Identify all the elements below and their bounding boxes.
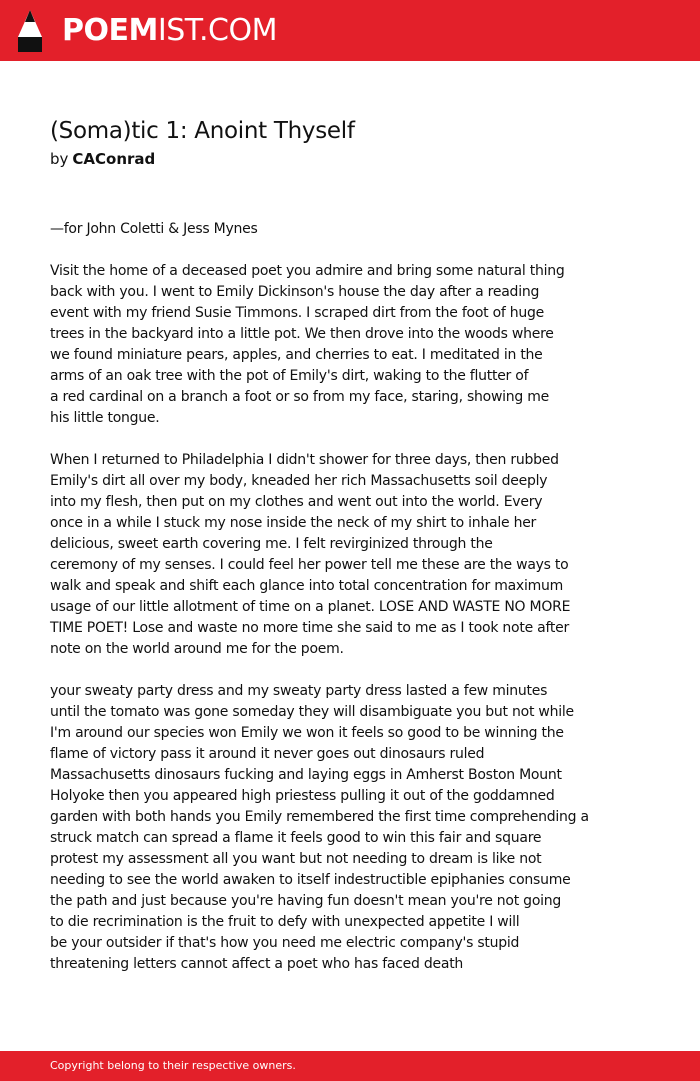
poem-line: trees in the backyard into a little pot. We then drove into the woods where xyxy=(50,326,554,342)
poem-line: Massachusetts dinosaurs fucking and laying eggs in Amherst Boston Mount xyxy=(50,767,562,783)
site-logo[interactable] xyxy=(62,11,277,51)
poem-line: once in a while I stuck my nose inside the neck of my shirt to inhale her xyxy=(50,515,537,531)
poem-line: we found miniature pears, apples, and cherries to eat. I meditated in the xyxy=(50,347,543,363)
poem-line: flame of victory pass it around it never goes out dinosaurs ruled xyxy=(50,746,485,762)
poem-line: Holyoke then you appeared high priestess pulling it out of the goddamned xyxy=(50,788,555,804)
poem-line: Visit the home of a deceased poet you admire and bring some natural thing xyxy=(50,263,565,279)
poem-title: (Soma)tic 1: Anoint Thyself xyxy=(50,118,355,144)
poem-line: —for John Coletti & Jess Mynes xyxy=(50,221,258,237)
poem-line: delicious, sweet earth covering me. I felt revirginized through the xyxy=(50,536,493,552)
logo-text-light: IST.COM xyxy=(157,13,277,48)
poem-line: ceremony of my senses. I could feel her power tell me these are the ways to xyxy=(50,557,569,573)
poem-line: usage of our little allotment of time on a planet. LOSE AND WASTE NO MORE xyxy=(50,599,571,615)
author-name: CAConrad xyxy=(72,150,156,168)
stanza-break xyxy=(50,660,690,681)
poem-line: When I returned to Philadelphia I didn't shower for three days, then rubbed xyxy=(50,452,559,468)
poem-line: struck match can spread a flame it feels good to win this fair and square xyxy=(50,830,542,846)
poem-line: be your outsider if that's how you need me electric company's stupid xyxy=(50,935,520,951)
logo-text-bold: POEM xyxy=(62,13,158,48)
poem-line: I'm around our species won Emily we won it feels so good to be winning the xyxy=(50,725,564,741)
poem-line: arms of an oak tree with the pot of Emily's dirt, waking to the flutter of xyxy=(50,368,529,384)
poem-line: your sweaty party dress and my sweaty party dress lasted a few minutes xyxy=(50,683,548,699)
poem-line: Emily's dirt all over my body, kneaded her rich Massachusetts soil deeply xyxy=(50,473,548,489)
poem-line: threatening letters cannot affect a poet who has faced death xyxy=(50,956,464,972)
by-label: by xyxy=(50,150,69,168)
site-header xyxy=(0,0,700,61)
poem-line: his little tongue. xyxy=(50,410,160,426)
poem-line: until the tomato was gone someday they will disambiguate you but not while xyxy=(50,704,574,720)
poem-body xyxy=(50,219,690,975)
poem-line: a red cardinal on a branch a foot or so from my face, staring, showing me xyxy=(50,389,549,405)
copyright-text: Copyright belong to their respective owners. xyxy=(50,1059,296,1072)
byline xyxy=(50,148,155,170)
poem-line: to die recrimination is the fruit to defy with unexpected appetite I will xyxy=(50,914,520,930)
site-footer xyxy=(0,1051,700,1081)
poem-line: needing to see the world awaken to itself indestructible epiphanies consume xyxy=(50,872,571,888)
poem-line: the path and just because you're having fun doesn't mean you're not going xyxy=(50,893,562,909)
pencil-tip-icon[interactable] xyxy=(16,9,44,53)
poem-line: into my flesh, then put on my clothes and went out into the world. Every xyxy=(50,494,543,510)
poem-line: back with you. I went to Emily Dickinson's house the day after a reading xyxy=(50,284,540,300)
stanza-break xyxy=(50,429,690,450)
poem-line: protest my assessment all you want but not needing to dream is like not xyxy=(50,851,542,867)
poem-line: garden with both hands you Emily remembered the first time comprehending a xyxy=(50,809,589,825)
poem-line: walk and speak and shift each glance into total concentration for maximum xyxy=(50,578,563,594)
poem-line: note on the world around me for the poem. xyxy=(50,641,344,657)
poem-line: event with my friend Susie Timmons. I scraped dirt from the foot of huge xyxy=(50,305,545,321)
stanza-break xyxy=(50,240,690,261)
poem-line: TIME POET! Lose and waste no more time she said to me as I took note after xyxy=(50,620,570,636)
